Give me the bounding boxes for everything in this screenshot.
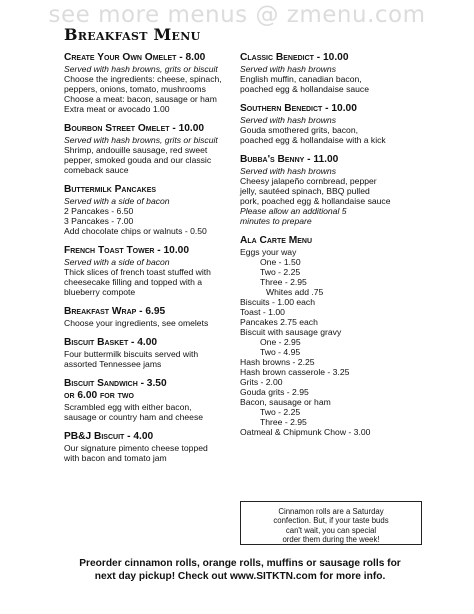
ala-carte-line: Whites add .75 [266, 287, 324, 297]
menu-item [64, 184, 232, 236]
menu-item-description: blueberry compote [64, 287, 136, 297]
menu-item [64, 245, 232, 297]
menu-item-title: Bubba's Benny - 11.00 [240, 154, 339, 165]
menu-item-description: Choose your ingredients, see omelets [64, 318, 209, 328]
menu-item-title: Classic Benedict - 10.00 [240, 52, 349, 63]
menu-item-served-with: Served with hash browns, grits or biscuit [64, 135, 218, 145]
menu-item-description: peppers, onions, tomato, mushrooms [64, 84, 206, 94]
menu-item-served-with: Served with hash browns [240, 115, 337, 125]
menu-item-description: Choose a meat: bacon, sausage or ham [64, 94, 217, 104]
note-line: confection. But, if your taste buds [273, 516, 389, 526]
menu-item-description: Four buttermilk biscuits served with [64, 349, 199, 359]
menu-item [64, 337, 232, 369]
footer [40, 557, 440, 583]
menu-item-description: jelly, sautéed spinach, BBQ pulled [240, 186, 370, 196]
ala-carte-line: One - 2.95 [260, 337, 301, 347]
menu-item [64, 431, 232, 463]
menu-item-description: cheesecake filling and topped with a [64, 277, 203, 287]
menu-item [240, 154, 426, 226]
menu-item [240, 103, 426, 145]
ala-carte-line: Toast - 1.00 [240, 307, 285, 317]
note-line: order them during the week! [282, 535, 380, 545]
ala-carte-line: Two - 2.25 [260, 267, 301, 277]
menu-item-title: PB&J Biscuit - 4.00 [64, 431, 154, 442]
menu-item-description: poached egg & hollandaise with a kick [240, 135, 386, 145]
ala-carte-line: Biscuits - 1.00 each [240, 297, 315, 307]
menu-item [64, 306, 232, 328]
menu-item-title: Bourbon Street Omelet - 10.00 [64, 123, 205, 134]
menu-item-description: Our signature pimento cheese topped [64, 443, 208, 453]
menu-item [64, 52, 232, 114]
ala-carte-line: Biscuit with sausage gravy [240, 327, 342, 337]
ala-carte-line: Gouda grits - 2.95 [240, 387, 309, 397]
menu-item-description: comeback sauce [64, 165, 129, 175]
ala-carte-title: Ala Carte Menu [240, 235, 313, 246]
ala-carte-line: Pancakes 2.75 each [240, 317, 318, 327]
menu-item-title: Biscuit Sandwich - 3.50 [64, 378, 167, 389]
menu-item-description: pepper, smoked gouda and our classic [64, 155, 212, 165]
menu-item-description: Cheesy jalapeño cornbread, pepper [240, 176, 377, 186]
ala-carte-line: Hash brown casserole - 3.25 [240, 367, 350, 377]
menu-item-title: Biscuit Basket - 4.00 [64, 337, 158, 348]
ala-carte-line: Hash browns - 2.25 [240, 357, 315, 367]
menu-item-description: pork, poached egg & hollandaise sauce [240, 196, 391, 206]
menu-item-title: Buttermilk Pancakes [64, 184, 157, 195]
menu-item-title: French Toast Tower - 10.00 [64, 245, 189, 256]
menu-item-title: Create Your Own Omelet - 8.00 [64, 52, 206, 63]
footer-line: next day pickup! Check out www.SITKTN.com for more info. [94, 571, 386, 582]
menu-item-served-with: Served with hash browns, grits or biscuit [64, 64, 218, 74]
menu-item-description: assorted Tennessee jams [64, 359, 162, 369]
page-title: Breakfast Menu [64, 25, 201, 44]
ala-carte-line: Two - 4.95 [260, 347, 301, 357]
ala-carte-line: Eggs your way [240, 247, 297, 257]
menu-item-note: Please allow an additional 5 [240, 206, 347, 216]
menu-item-description: Gouda smothered grits, bacon, [240, 125, 358, 135]
menu-item-note: minutes to prepare [240, 216, 312, 226]
menu-item-description: Scrambled egg with either bacon, [64, 402, 192, 412]
ala-carte-line: Oatmeal & Chipmunk Chow - 3.00 [240, 427, 371, 437]
menu-item [64, 378, 232, 422]
menu-item-description: poached egg & hollandaise sauce [240, 84, 370, 94]
ala-carte-section [240, 235, 426, 437]
menu-item-title: Breakfast Wrap - 6.95 [64, 306, 166, 317]
menu-item [64, 123, 232, 175]
cinnamon-roll-note [240, 501, 422, 545]
menu-item-title: or 6.00 for two [64, 390, 134, 401]
menu-item-served-with: Served with a side of bacon [64, 196, 170, 206]
ala-carte-line: Two - 2.25 [260, 407, 301, 417]
watermark: see more menus @ zmenu.com [48, 2, 426, 28]
ala-carte-line: Three - 2.95 [260, 277, 307, 287]
menu-item-description: Choose the ingredients: cheese, spinach, [64, 74, 222, 84]
ala-carte-line: Bacon, sausage or ham [240, 397, 331, 407]
menu-item [240, 52, 426, 94]
menu-item-title: Southern Benedict - 10.00 [240, 103, 357, 114]
ala-carte-line: Grits - 2.00 [240, 377, 283, 387]
menu-item-description: Add chocolate chips or walnuts - 0.50 [64, 226, 207, 236]
footer-line: Preorder cinnamon rolls, orange rolls, muffins or sausage rolls for [79, 558, 401, 569]
note-line: Cinnamon rolls are a Saturday [278, 507, 384, 516]
left-column [64, 52, 232, 472]
menu-item-description: English muffin, canadian bacon, [240, 74, 362, 84]
menu-item-served-with: Served with a side of bacon [64, 257, 170, 267]
menu-item-served-with: Served with hash browns [240, 64, 337, 74]
menu-item-description: with bacon and tomato jam [64, 453, 167, 463]
menu-item-served-with: Served with hash browns [240, 166, 337, 176]
menu-item-description: 3 Pancakes - 7.00 [64, 216, 134, 226]
menu-item-description: Thick slices of french toast stuffed with [64, 267, 211, 277]
menu-item-description: 2 Pancakes - 6.50 [64, 206, 134, 216]
ala-carte-line: Three - 2.95 [260, 417, 307, 427]
right-column [240, 52, 426, 446]
note-line: can't wait, you can special [285, 525, 377, 535]
menu-item-description: Extra meat or avocado 1.00 [64, 104, 170, 114]
menu-item-description: sausage or country ham and cheese [64, 412, 204, 422]
menu-item-description: Shrimp, andouille sausage, red sweet [64, 145, 208, 155]
ala-carte-line: One - 1.50 [260, 257, 301, 267]
